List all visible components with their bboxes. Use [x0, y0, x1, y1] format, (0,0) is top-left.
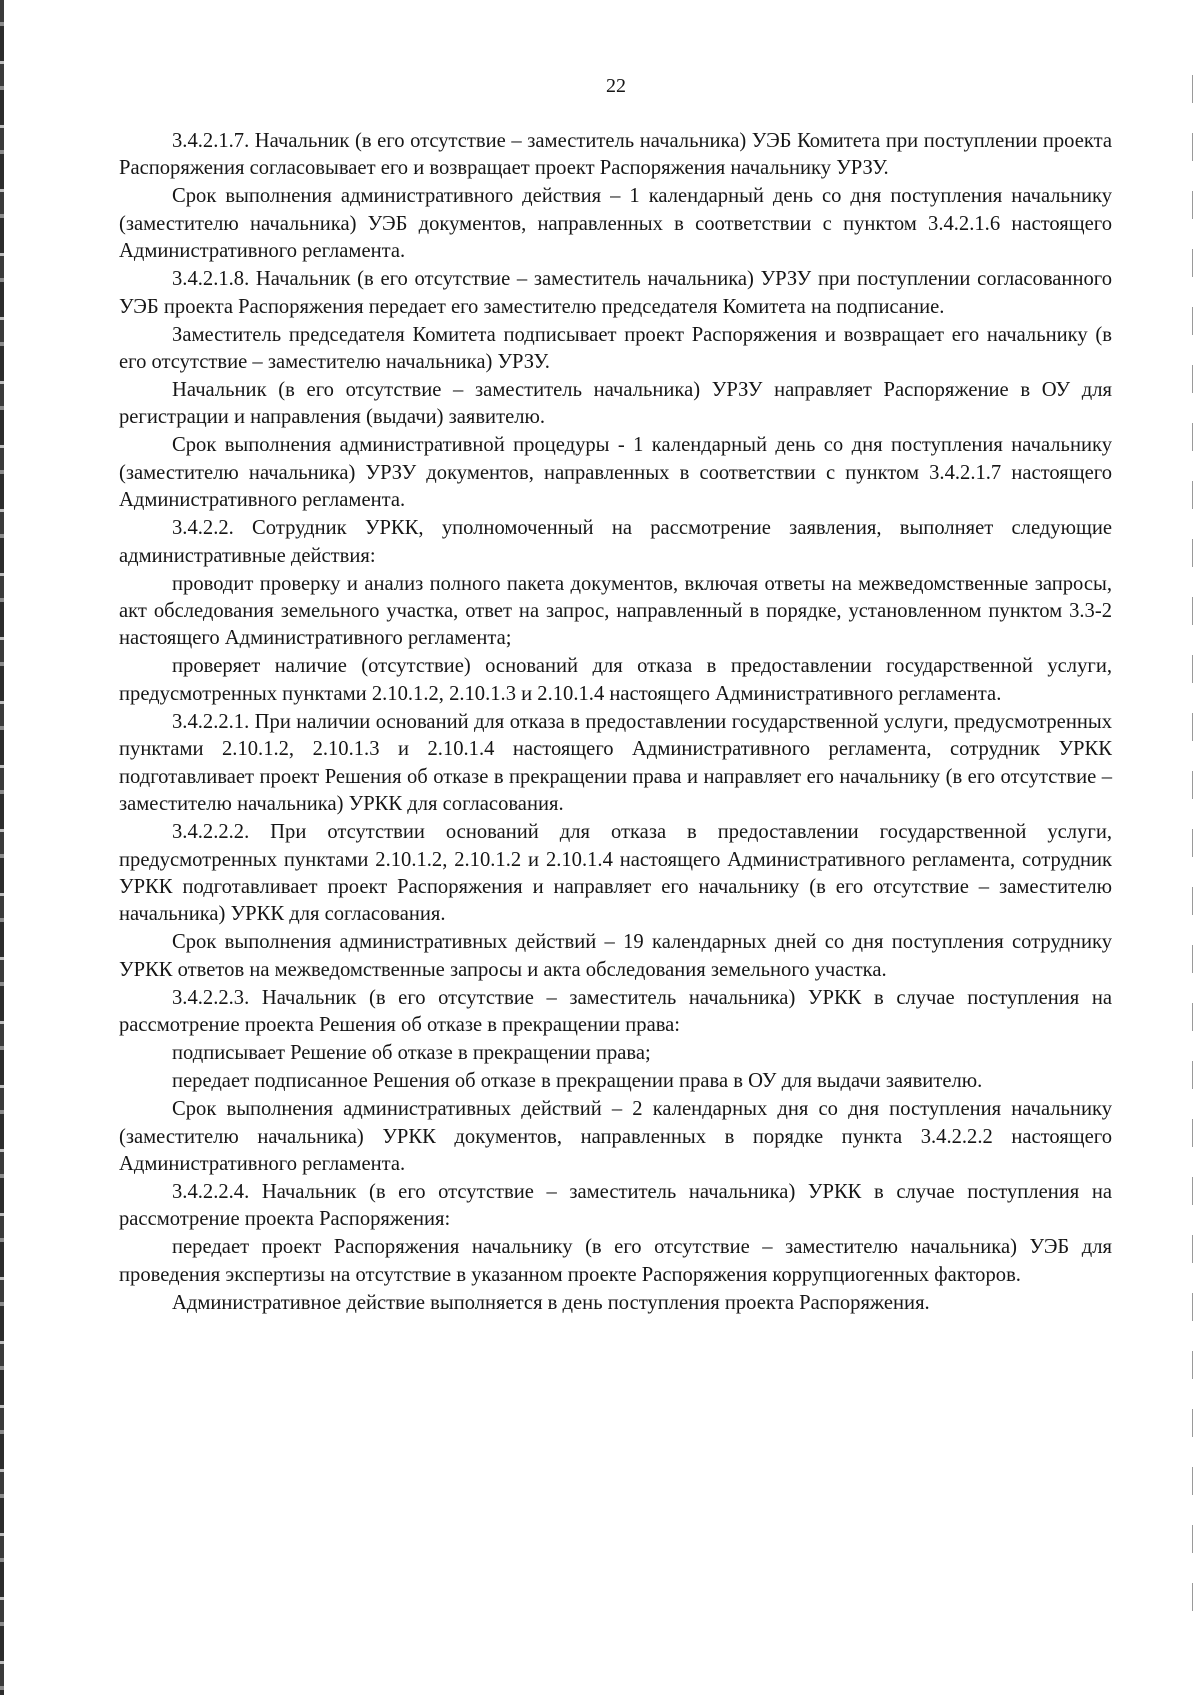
paragraph-transfers-to-ueb: передает проект Распоряжения начальнику (в его отсутствие – заместителю начальника) УЭБ для проведения экспертизы на отсутствие в указанном проекте Распоряжения коррупциогенных факторов. — [119, 1236, 1112, 1286]
document-body — [119, 128, 1112, 1318]
paragraph-3-4-2-2-2: 3.4.2.2.2. При отсутствии оснований для отказа в предоставлении государственной услуги, предусмотренных пунктами 2.10.1.2, 2.10.1.2 и 2.10.1.4 настоящего Административного регламента, сотрудник УРКК подготавливает проект Распоряжения и направляет его начальнику (в его отсутствие – заместителю начальника) УРКК для согласования. — [119, 821, 1112, 926]
paragraph-transfers-refusal: передает подписанное Решения об отказе в прекращении права в ОУ для выдачи заявителю. — [172, 1070, 983, 1093]
paragraph-3-4-2-2-1: 3.4.2.2.1. При наличии оснований для отказа в предоставлении государственной услуги, предусмотренных пунктами 2.10.1.2, 2.10.1.3 и 2.10.1.4 настоящего Административного регламента, сотрудник УРКК подготавливает проект Решения об отказе в прекращении права и направляет его начальнику (в его отсутствие – заместителю начальника) УРКК для согласования. — [119, 710, 1112, 816]
scan-edge-left — [0, 0, 4, 1695]
scan-edge-right — [1192, 75, 1193, 1615]
paragraph-checks-grounds: проверяет наличие (отсутствие) оснований для отказа в предоставлении государственной услуги, предусмотренных пунктами 2.10.1.2, 2.10.1.3 и 2.10.1.4 настоящего Административного регламента. — [119, 655, 1112, 705]
paragraph-signs-refusal: подписывает Решение об отказе в прекращении права; — [172, 1042, 651, 1065]
paragraph-3-4-2-1-7: 3.4.2.1.7. Начальник (в его отсутствие – заместитель начальника) УЭБ Комитета при поступлении проекта Распоряжения согласовывает его и возвращает проект Распоряжения начальнику УРЗУ. — [119, 130, 1112, 180]
paragraph-deadline-urzu: Срок выполнения административной процедуры - 1 календарный день со дня поступления начальнику (заместителю начальника) УРЗУ документов, направленных в соответствии с пунктом 3.4.2.1.7 настоящего Административного регламента. — [119, 434, 1112, 512]
paragraph-3-4-2-2-4: 3.4.2.2.4. Начальник (в его отсутствие – заместитель начальника) УРКК в случае поступления на рассмотрение проекта Распоряжения: — [119, 1180, 1112, 1231]
paragraph-3-4-2-2: 3.4.2.2. Сотрудник УРКК, уполномоченный на рассмотрение заявления, выполняет следующие административные действия: — [119, 517, 1112, 567]
paragraph-deputy-chairman-signs: Заместитель председателя Комитета подписывает проект Распоряжения и возвращает его начальнику (в его отсутствие – заместителю начальника) УРЗУ. — [119, 323, 1112, 374]
paragraph-deadline-ueb: Срок выполнения административного действия – 1 календарный день со дня поступления начальнику (заместителю начальника) УЭБ документов, направленных в соответствии с пунктом 3.4.2.1.6 настоящего Административного регламента. — [119, 185, 1112, 263]
paragraph-3-4-2-2-3: 3.4.2.2.3. Начальник (в его отсутствие – заместитель начальника) УРКК в случае поступления на рассмотрение проекта Решения об отказе в прекращении права: — [119, 986, 1112, 1037]
paragraph-3-4-2-1-8: 3.4.2.1.8. Начальник (в его отсутствие – заместитель начальника) УРЗУ при поступлении согласованного УЭБ проекта Распоряжения передает его заместителю председателя Комитета на подписание. — [119, 268, 1112, 318]
paragraph-same-day-action: Административное действие выполняется в день поступления проекта Распоряжения. — [172, 1291, 930, 1314]
paragraph-deadline-19-days: Срок выполнения административных действий – 19 календарных дней со дня поступления сотруднику УРКК ответов на межведомственные запросы и акта обследования земельного участка. — [119, 931, 1112, 981]
paragraph-urzu-sends-order: Начальник (в его отсутствие – заместитель начальника) УРЗУ направляет Распоряжение в ОУ для регистрации и направления (выдачи) заявителю. — [119, 379, 1112, 429]
paragraph-checks-documents: проводит проверку и анализ полного пакета документов, включая ответы на межведомственные запросы, акт обследования земельного участка, ответ на запрос, направленный в порядке, установленном пунктом 3.3-2 настоящего Административного регламента; — [119, 572, 1112, 650]
page-number: 22 — [606, 75, 626, 97]
paragraph-deadline-2-days: Срок выполнения административных действий – 2 календарных дня со дня поступления начальнику (заместителю начальника) УРКК документов, направленных в порядке пункта 3.4.2.2.2 настоящего Административного регламента. — [119, 1098, 1112, 1175]
